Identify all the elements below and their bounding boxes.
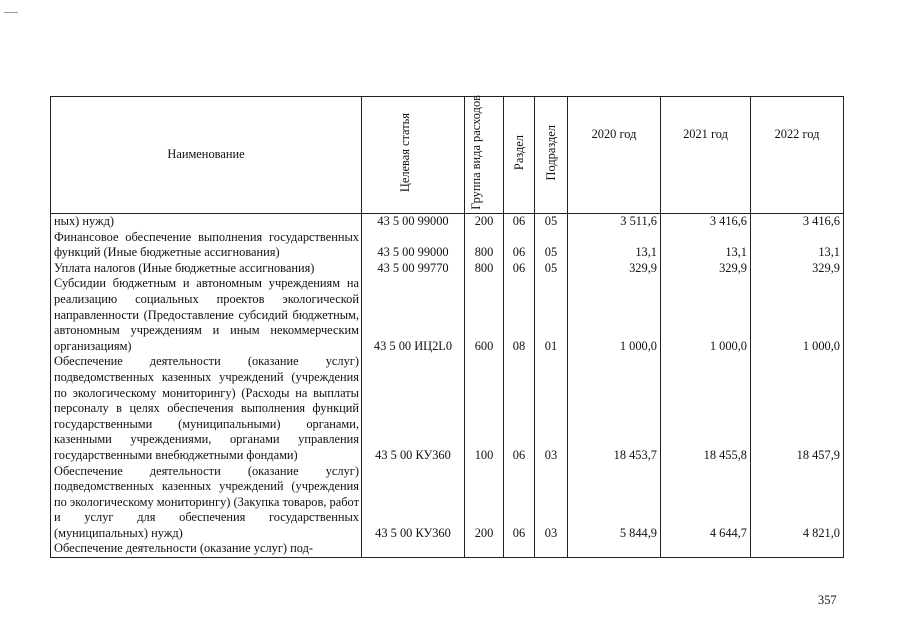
row-expense-group: 100 [465,354,504,463]
row-2021: 13,1 [661,230,751,261]
header-subsection: Подраздел [535,97,568,214]
row-expense-group: 200 [465,214,504,230]
row-expense-group: 800 [465,230,504,261]
row-name: ных) нужд) [51,214,362,230]
table-row [51,276,844,354]
row-subsection: 01 [535,276,568,354]
row-2022: 3 416,6 [751,214,844,230]
row-name: Уплата налогов (Иные бюджетные ассигнования) [51,261,362,277]
row-2020: 5 844,9 [568,464,661,542]
row-section: 08 [504,276,535,354]
table-row [51,464,844,542]
row-2020: 13,1 [568,230,661,261]
row-target-article: 43 5 00 КУ360 [362,464,465,542]
row-subsection: 05 [535,261,568,277]
row-subsection: 03 [535,464,568,542]
row-expense-group: 200 [465,464,504,542]
row-name: Обеспечение деятельности (оказание услуг) подведомственных казенных учреждений (учреждения по экологическому мониторингу) (Закупка товаров, работ и услуг для обеспечения государственных (муниципальных) нужд) [51,464,362,542]
row-expense-group [465,541,504,557]
header-target-article: Целевая статья [362,97,465,214]
row-section: 06 [504,261,535,277]
table-row [51,230,844,261]
table-row [51,541,844,557]
row-target-article: 43 5 00 99000 [362,214,465,230]
header-2022: 2022 год [751,97,844,214]
row-2021: 3 416,6 [661,214,751,230]
row-subsection: 05 [535,230,568,261]
row-2022: 1 000,0 [751,276,844,354]
row-2021: 4 644,7 [661,464,751,542]
row-2021: 18 455,8 [661,354,751,463]
row-2020: 329,9 [568,261,661,277]
row-expense-group: 600 [465,276,504,354]
row-target-article: 43 5 00 99770 [362,261,465,277]
row-section [504,541,535,557]
row-2022 [751,541,844,557]
table-header-row [51,97,844,214]
header-section: Раздел [504,97,535,214]
row-section: 06 [504,464,535,542]
row-2020: 3 511,6 [568,214,661,230]
row-2022: 4 821,0 [751,464,844,542]
row-2021: 329,9 [661,261,751,277]
row-subsection [535,541,568,557]
row-2022: 13,1 [751,230,844,261]
table-row [51,214,844,230]
row-name: Обеспечение деятельности (оказание услуг) под- [51,541,362,557]
row-section: 06 [504,354,535,463]
row-2021 [661,541,751,557]
row-2020: 18 453,7 [568,354,661,463]
row-expense-group: 800 [465,261,504,277]
row-name: Обеспечение деятельности (оказание услуг) подведомственных казенных учреждений (учреждения по экологическому мониторингу) (Расходы на выплаты персоналу в целях обеспечения выполнения функций государственными (муниципальными) органами, казенными учреждениями, органами управления государственными внебюджетными фондами) [51,354,362,463]
row-subsection: 03 [535,354,568,463]
row-2022: 329,9 [751,261,844,277]
header-name: Наименование [51,97,362,214]
header-expense-group: Группа вида расходов [465,97,504,214]
row-2020 [568,541,661,557]
row-target-article: 43 5 00 99000 [362,230,465,261]
table-row [51,261,844,277]
page-number: 357 [818,593,837,607]
row-name: Финансовое обеспечение выполнения государственных функций (Иные бюджетные ассигнования) [51,230,362,261]
row-2021: 1 000,0 [661,276,751,354]
row-2022: 18 457,9 [751,354,844,463]
row-name: Субсидии бюджетным и автономным учреждениям на реализацию социальных проектов экологической направленности (Предоставление субсидий бюджетным, автономным учреждениям и иным некоммерческим организациям) [51,276,362,354]
row-section: 06 [504,214,535,230]
row-target-article: 43 5 00 ИЦ2L0 [362,276,465,354]
header-2020: 2020 год [568,97,661,214]
budget-table [50,96,844,558]
row-subsection: 05 [535,214,568,230]
table-row [51,354,844,463]
scan-mark [4,12,18,13]
header-2021: 2021 год [661,97,751,214]
row-target-article: 43 5 00 КУ360 [362,354,465,463]
row-2020: 1 000,0 [568,276,661,354]
row-target-article [362,541,465,557]
row-section: 06 [504,230,535,261]
